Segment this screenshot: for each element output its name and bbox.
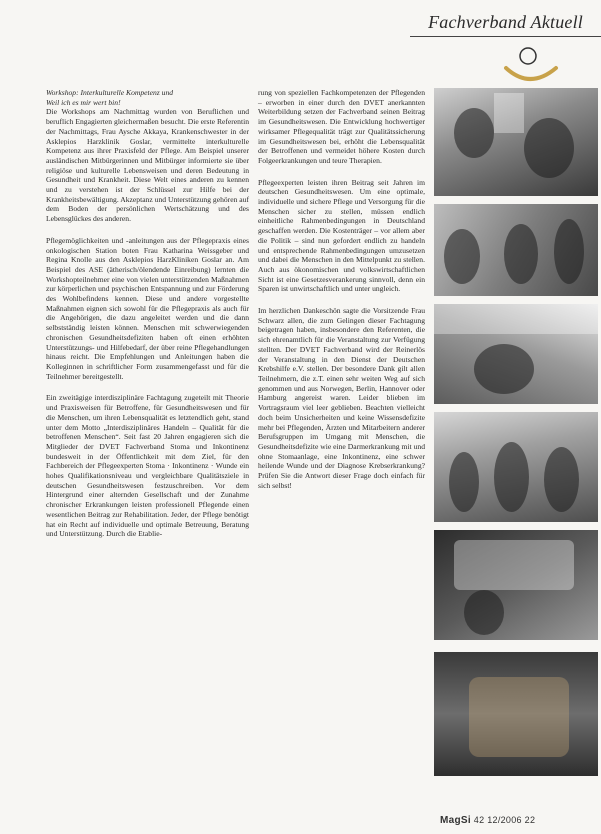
- event-photo-2: [434, 204, 598, 296]
- paragraph: Pflegemöglichkeiten und -anleitungen aus der Pflegepraxis eines onkologischen Station boten Frau Katharina Weissgeber und Regina Knolle aus den Asklepios HarzKliniken Goslar an. Am Beispiel des ASE (ätherisch/ölendende Einreibung) lernten die Workshopteilnehmer eine von vielen unterstützenden Maßnahmen zur körperlichen und psychischen Entspannung und zur Förderung des Wohlbefindens kennen. Diese und andere vorgestellte Maßnahmen eignen sich sowohl für die Pflegepraxis als auch für die Angehörigen, die dazu angeleitet werden und die dann selbstständig leisten können. Menschen mit schwerwiegenden chronischen Gesundheitsdefiziten haben oft einen erhöhten Unterstützungs- und Hilfebedarf, der über reine Pflegehandlungen hinaus reicht. Die Empfehlungen und Anleitungen haben die Kolleginnen in schriftlicher Form zusammengefasst und für die Teilnehmer bereitgestellt.: [46, 235, 249, 381]
- paragraph: Die Workshops am Nachmittag wurden von Beruflichen und beruflich Engagierten gleichermaßen besucht. Die erste Referentin der Nachmittags, Frau Aysche Akkaya, Krankenschwester in der Asklepios Harzklinik Goslar, vermittelte interkulturelle Kompetenz aus ihrer Praxisfeld der Pflege. Am Beispiel unserer ausländischen Mitbürgerinnen und Mitbürger informierte sie über religiöse und kulturelle Lebensweisen und deren Bedeutung in Gesundheit und Krankheit. Diese Welt eines anderen zu kennen und zu verstehen ist der Schlüssel zur Hilfe bei der Krankheitsbewältigung. Akzeptanz und Unterstützung gehören auf dem Boden der persönlichen Wertschätzung und des Lebensglückes des anderen.: [46, 107, 249, 224]
- paragraph: Im herzlichen Dankeschön sagte die Vorsitzende Frau Schwarz allen, die zum Gelingen dieser Fachtagung beigetragen haben, insbesondere den Referenten, die sich ehrenamtlich für die Veranstaltung zur Verfügung stellten. Der DVET Fachverband wird der Reinerlös der Veranstaltung in den Dienst der Deutschen Krebshilfe e.V. stellen. Der besondere Dank gilt allen Teilnehmern, die z.T. einen sehr weiten Weg auf sich genommen und aus Norwegen, Berlin, Hannover oder Hamburg angereist waren. Leider blieben im Vortragsraum viel leer geblieben. Beachten vielleicht doch beim Unsicherheiten und keine Wissensdefizite mehr bei Pflegenden, Ärzten und Mitarbeitern anderer Berufsgruppen im Umgang mit Menschen, die Gesundheitsdefizite wie eine Darmerkrankung mit und ohne Stomaanlage, eine Inkontinenz, eine schwer heilende Wunde und der Diagnose Krebserkrankung? Prüfen Sie die Antwort dieser Frage doch einfach für sich selbst!: [258, 306, 425, 490]
- column-left: [46, 88, 249, 551]
- header-rule: [410, 36, 601, 37]
- issue-number: 42: [473, 815, 485, 825]
- workshop-heading: [46, 88, 249, 107]
- page-footer: [440, 815, 535, 826]
- event-photo-4: [434, 412, 598, 522]
- paragraph: Pflegeexperten leisten ihren Beitrag seit Jahren im deutschen Gesundheitswesen. Um eine optimale, individuelle und sichere Pflege und Versorgung für die Menschen sicher zu stellen, müssen endlich einheitliche Rahmenbedingungen in Deutschland geschaffen werden. Die Kostenträger – vor allem aber die Politik – sind nun gefordert endlich zu handeln und entsprechende Rahmenbedingungen umzusetzen und dabei die Menschen in den Mittelpunkt zu stellen. Auch aus ökonomischen und volkswirtschaftlichen Sicht ist eine Gesetzesverankerung sinnvoll, denn ein Sparen ist unwirtschaftlich und unter ungleich.: [258, 177, 425, 294]
- page-number: 22: [524, 815, 536, 825]
- fachverband-logo-icon: [500, 38, 560, 88]
- column-middle: [258, 88, 425, 502]
- section-title: Fachverband Aktuell: [428, 12, 583, 32]
- paragraph: Ein zweitägige interdisziplinäre Fachtagung zugeteilt mit Theorie und Praxisweisen für Betroffene, für Gesundheitswesen und für die Menschen, um ihren Lebensqualität es letztendlich geht, stand unter dem Motto „Interdisziplinäres Handeln – Qualität für die betroffenen Menschen“. Seit fast 20 Jahren engagieren sich die Mitglieder der DVET Fachverband Stoma und Inkontinenz bundesweit in der Öffentlichkeit mit dem Ziel, für den Fachbereich der Pflegeexperten Stoma · Inkontinenz · Wunde ein hohes Qualifikationsniveau und vergleichbare Qualitätsziele in deutschen Gesundheitswesen festzuschreiben. Vor dem Hintergrund einer alternden Gesellschaft und der Zunahme chronischer Erkrankungen leisten professionell Pflegende einen wesentlichen Beitrag zur Rehabilitation. Jeder, der Pflege benötigt hat ein Recht auf individuelle und optimale Betreuung, Beratung und Unterstützung. Durch die Etablie-: [46, 393, 249, 539]
- issue-date: 12/2006: [487, 815, 522, 825]
- event-photo-6: [434, 652, 598, 776]
- heading-line-2: Weil ich es mir wert bin!: [46, 97, 121, 107]
- event-photo-3: [434, 304, 598, 404]
- magazine-name: MagSi: [440, 815, 471, 826]
- event-photo-5: [434, 530, 598, 640]
- event-photo-1: [434, 88, 598, 196]
- paragraph: rung von speziellen Fachkompetenzen der Pflegenden – erworben in einer durch den DVET anerkannten Weiterbildung setzen der Fachverband seinen Beitrag im Gesundheitswesen. Die Entwicklung hochwertiger wirksamer Pflegequalität trägt zur Qualitätssicherung im Gesundheitswesen bei, erhöht die Lebensqualität der Betroffenen und vermeidet höhere Kosten durch Folgeerkrankungen und teure Therapien.: [258, 88, 425, 165]
- heading-line-1: Workshop: Interkulturelle Kompetenz und: [46, 88, 174, 97]
